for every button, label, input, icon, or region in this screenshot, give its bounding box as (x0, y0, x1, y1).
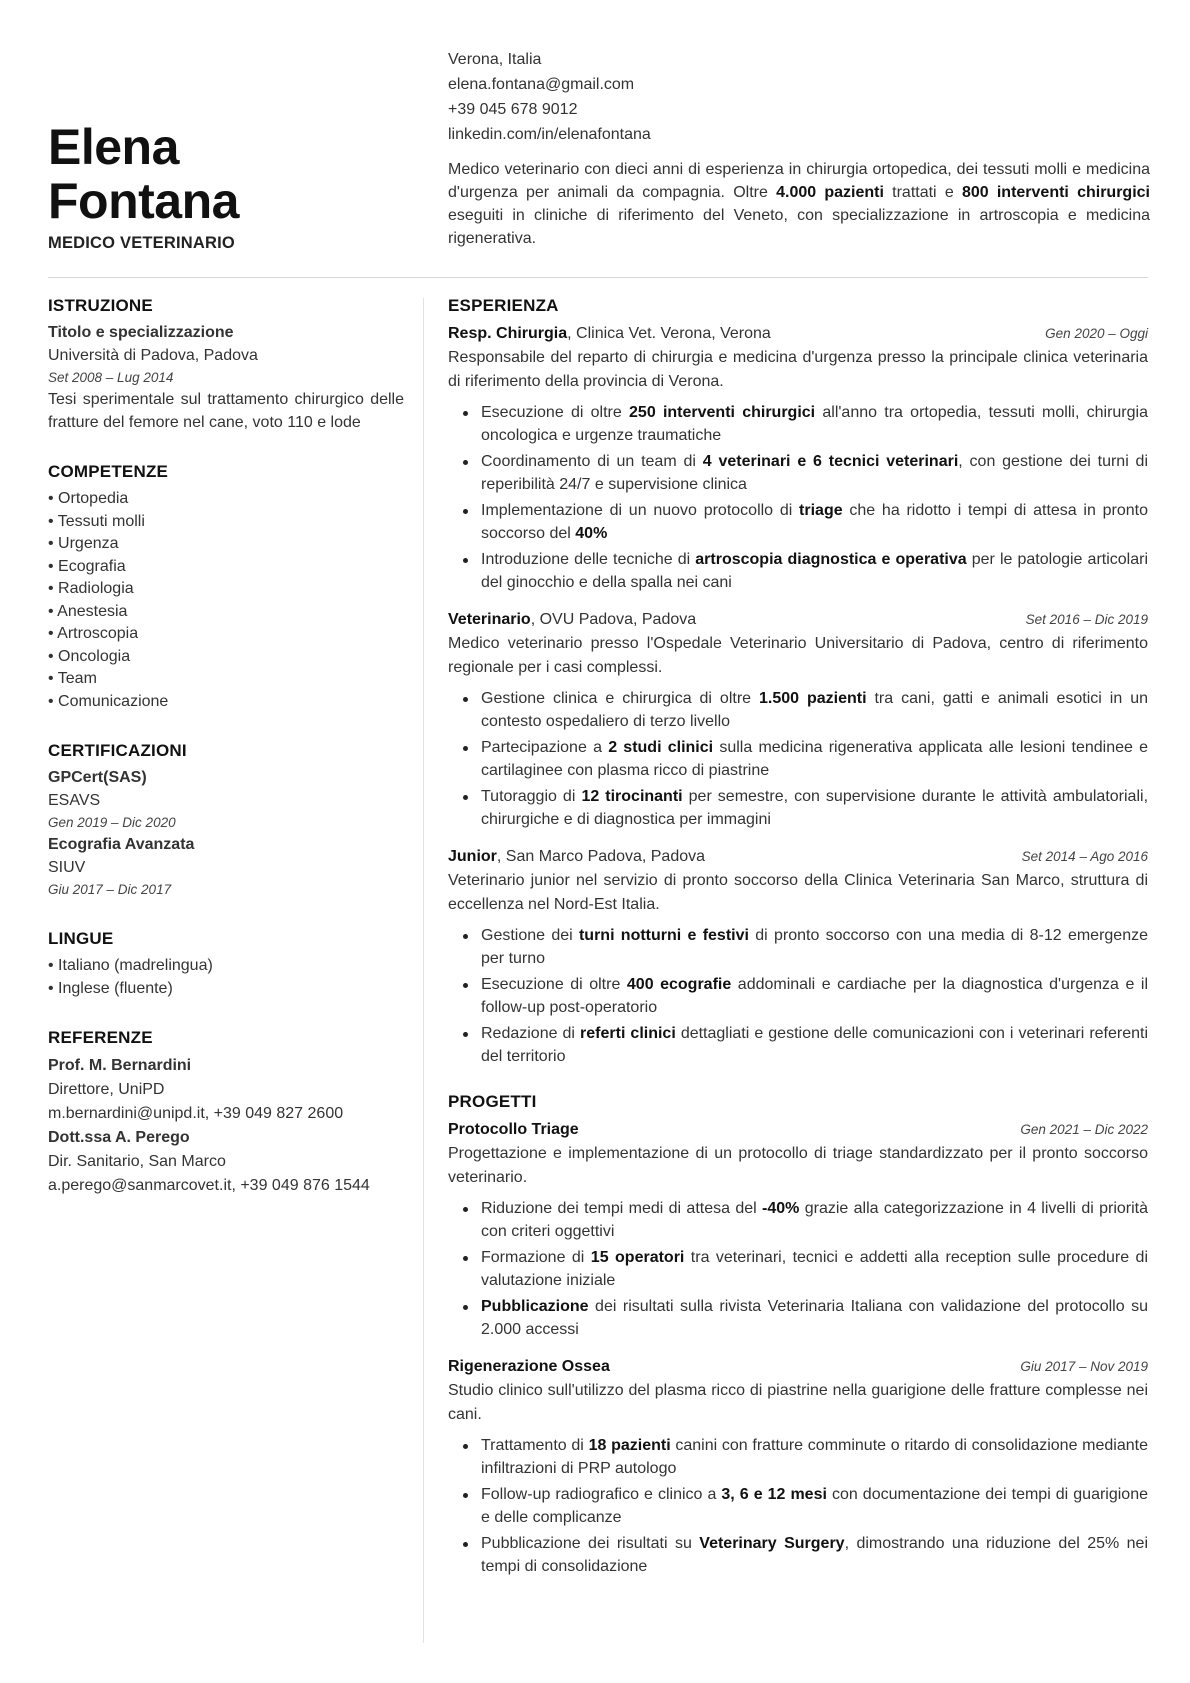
skill-item: • Comunicazione (48, 691, 404, 714)
experience-section (448, 296, 1148, 1068)
bold-text: 2 studi clinici (608, 739, 714, 756)
project-entries (448, 1118, 1148, 1578)
contact-linkedin: linkedin.com/in/elenafontana (448, 126, 651, 143)
certification-item (48, 834, 404, 901)
reference-contact: m.bernardini@unipd.it, +39 049 827 2600 (48, 1105, 344, 1122)
bold-text: 12 tirocinanti (581, 788, 683, 805)
experience-bullet (448, 401, 1148, 447)
bold-text: Pubblicazione (481, 1298, 589, 1315)
reference-role: Direttore, UniPD (48, 1081, 165, 1098)
text-run: Coordinamento di un team di (481, 453, 703, 470)
education-section (48, 296, 404, 434)
certification-dates: Gen 2019 – Dic 2020 (48, 815, 176, 830)
text-run: dettagliati e gestione delle comunicazioni con i veterinari referenti del territorio (481, 1025, 1149, 1065)
languages-heading: LINGUE (48, 929, 114, 948)
experience-entries (448, 322, 1148, 1068)
experience-dates: Set 2014 – Ago 2016 (1021, 849, 1148, 864)
languages-section (48, 929, 404, 1000)
project-bullet (448, 1434, 1148, 1480)
project-header (448, 1355, 1148, 1379)
reference-name: Dott.ssa A. Perego (48, 1129, 190, 1146)
text-run: Riduzione dei tempi medi di attesa del (481, 1200, 763, 1217)
bold-text: 1.500 pazienti (759, 690, 867, 707)
project-title (448, 1355, 610, 1379)
project-bullets (448, 1434, 1148, 1578)
skill-item: • Ecografia (48, 556, 404, 579)
certifications-heading: CERTIFICAZIONI (48, 741, 187, 760)
column-divider (423, 298, 424, 1643)
certification-name: GPCert(SAS) (48, 769, 147, 786)
experience-bullet (448, 924, 1148, 970)
skills-section (48, 462, 404, 713)
bold-text: turni notturni e festivi (578, 927, 749, 944)
text-run: Gestione dei (481, 927, 579, 944)
profile-summary (448, 158, 1150, 250)
project-dates: Giu 2017 – Nov 2019 (1020, 1359, 1148, 1374)
experience-role: Resp. Chirurgia (448, 325, 568, 342)
name-block (48, 120, 438, 253)
skill-item: • Anestesia (48, 601, 404, 624)
experience-title (448, 845, 705, 869)
project-bullet (448, 1532, 1148, 1578)
certification-dates: Giu 2017 – Dic 2017 (48, 882, 172, 897)
text-run: tra veterinari, tecnici e addetti alla reception sulle procedure di valutazione iniziale (481, 1249, 1149, 1289)
text-run: , dimostrando una riduzione del 25% nei tempi di consolidazione (481, 1535, 1149, 1575)
text-run: Medico veterinario con dieci anni di esperienza in chirurgia ortopedica, dei tessuti molli e medicina d'urgenza per animali da compagnia. Oltre (448, 161, 1150, 201)
project-title (448, 1118, 579, 1142)
experience-title (448, 608, 696, 632)
experience-bullet (448, 450, 1148, 496)
text-run: addominali e cardiache per la diagnostica d'urgenza e il follow-up post-operatorio (481, 976, 1149, 1016)
reference-contact: a.perego@sanmarcovet.it, +39 049 876 1544 (48, 1177, 370, 1194)
project-role: Rigenerazione Ossea (448, 1358, 610, 1375)
project-description: Progettazione e implementazione di un protocollo di triage standardizzato per il pronto soccorso veterinario. (448, 1145, 1148, 1186)
experience-entry (448, 845, 1148, 1068)
skills-list (48, 488, 404, 713)
experience-dates: Set 2016 – Dic 2019 (1025, 612, 1148, 627)
text-run: per semestre, con supervisione durante le attività ambulatoriali, chirurgiche e di diagnostica per immagini (481, 788, 1149, 828)
language-item: • Italiano (madrelingua) (48, 955, 404, 978)
text-run: Trattamento di (481, 1437, 589, 1454)
text-run: dei risultati sulla rivista Veterinaria Italiana con validazione del protocollo su 2.000 accessi (481, 1298, 1148, 1338)
contact-location: Verona, Italia (448, 51, 542, 68)
experience-role: Junior (448, 848, 497, 865)
bold-text: 800 interventi chirurgici (961, 184, 1150, 201)
first-name: Elena (48, 119, 179, 175)
bold-text: 4.000 pazienti (776, 184, 884, 201)
text-run: Esecuzione di oltre (481, 976, 627, 993)
experience-description: Veterinario junior nel servizio di pronto soccorso della Clinica Veterinaria San Marco, struttura di eccellenza nel Nord-Est Italia. (448, 872, 1148, 913)
left-column (48, 296, 404, 1226)
text-run: grazie alla categorizzazione in 4 livelli di priorità con criteri oggettivi (481, 1200, 1149, 1240)
project-entry (448, 1118, 1148, 1341)
text-run: trattati e (883, 184, 962, 201)
skill-item: • Oncologia (48, 646, 404, 669)
reference-item (48, 1054, 404, 1126)
experience-organization: , OVU Padova, Padova (530, 611, 697, 628)
experience-bullet (448, 736, 1148, 782)
bold-text: 3, 6 e 12 mesi (721, 1486, 827, 1503)
right-column (448, 296, 1148, 1602)
contact-email: elena.fontana@gmail.com (448, 76, 635, 93)
bold-text: 250 interventi chirurgici (629, 404, 816, 421)
bold-text: 400 ecografie (626, 976, 732, 993)
project-header (448, 1118, 1148, 1142)
text-run: Introduzione delle tecniche di (481, 551, 696, 568)
certification-item (48, 767, 404, 834)
certification-issuer: ESAVS (48, 791, 101, 809)
text-run: canini con fratture comminute o ritardo di consolidazione mediante infiltrazioni di PRP autologo (481, 1437, 1148, 1477)
reference-name: Prof. M. Bernardini (48, 1057, 192, 1074)
experience-header (448, 608, 1148, 632)
bold-text: triage (799, 502, 843, 519)
education-thesis: Tesi sperimentale sul trattamento chirurgico delle fratture del femore nel cane, voto 110 e lode (48, 391, 404, 431)
last-name: Fontana (48, 173, 239, 229)
text-run: Implementazione di un nuovo protocollo di (481, 502, 800, 519)
skill-item: • Urgenza (48, 533, 404, 556)
references-section (48, 1028, 404, 1198)
experience-title (448, 322, 771, 346)
text-run: per le patologie articolari del ginocchio e della spalla nei cani (481, 551, 1149, 591)
text-run: Formazione di (481, 1249, 591, 1266)
skill-item: • Radiologia (48, 578, 404, 601)
education-school: Università di Padova, Padova (48, 346, 258, 364)
text-run: Pubblicazione dei risultati su (481, 1535, 700, 1552)
skill-item: • Ortopedia (48, 488, 404, 511)
language-item: • Inglese (fluente) (48, 978, 404, 1001)
experience-entry (448, 608, 1148, 831)
experience-bullets (448, 924, 1148, 1068)
bold-text: 15 operatori (590, 1249, 685, 1266)
project-bullets (448, 1197, 1148, 1341)
languages-list (48, 955, 404, 1000)
resume-header (48, 0, 1148, 278)
experience-organization: , San Marco Padova, Padova (496, 848, 706, 865)
experience-description: Medico veterinario presso l'Ospedale Veterinario Universitario di Padova, centro di riferimento regionale per i casi complessi. (448, 635, 1148, 676)
experience-header (448, 322, 1148, 346)
experience-heading: ESPERIENZA (448, 296, 559, 315)
text-run: Gestione clinica e chirurgica di oltre (481, 690, 759, 707)
text-run: , con gestione dei turni di reperibilità 24/7 e supervisione clinica (481, 453, 1149, 493)
text-run: Tutoraggio di (481, 788, 582, 805)
bold-text: Veterinary Surgery (699, 1535, 845, 1552)
text-run: con documentazione dei tempi di guarigione e delle complicanze (481, 1486, 1149, 1526)
experience-description: Responsabile del reparto di chirurgia e medicina d'urgenza presso la principale clinica veterinaria di riferimento della provincia di Verona. (448, 349, 1148, 390)
text-run: che ha ridotto i tempi di attesa in pronto soccorso del (481, 502, 1149, 542)
text-run: eseguiti in cliniche di riferimento del Veneto, con specializzazione in artroscopia e medicina rigenerativa. (448, 207, 1150, 247)
education-heading: ISTRUZIONE (48, 296, 153, 315)
project-bullet (448, 1197, 1148, 1243)
skill-item: • Artroscopia (48, 623, 404, 646)
certification-name: Ecografia Avanzata (48, 836, 195, 853)
header-divider (48, 277, 1148, 278)
experience-organization: , Clinica Vet. Verona, Verona (567, 325, 771, 342)
contact-phone: +39 045 678 9012 (448, 101, 578, 118)
experience-entry (448, 322, 1148, 594)
projects-section (448, 1092, 1148, 1578)
bold-text: referti clinici (580, 1025, 676, 1042)
experience-bullets (448, 687, 1148, 831)
project-description: Studio clinico sull'utilizzo del plasma ricco di piastrine nella guarigione delle fratture complesse nei cani. (448, 1382, 1148, 1423)
text-run: Partecipazione a (481, 739, 609, 756)
education-degree: Titolo e specializzazione (48, 324, 234, 341)
job-title: MEDICO VETERINARIO (48, 234, 235, 252)
experience-bullet (448, 548, 1148, 594)
skills-heading: COMPETENZE (48, 462, 169, 481)
bold-text: 4 veterinari e 6 tecnici veterinari (702, 453, 959, 470)
text-run: sulla medicina rigenerativa applicata alle lesioni tendinee e cartilaginee con plasma ricco di piastrine (481, 739, 1149, 779)
experience-bullet (448, 687, 1148, 733)
reference-role: Dir. Sanitario, San Marco (48, 1153, 226, 1170)
reference-item (48, 1126, 404, 1198)
experience-header (448, 845, 1148, 869)
project-entry (448, 1355, 1148, 1578)
project-bullet (448, 1483, 1148, 1529)
experience-bullet (448, 499, 1148, 545)
text-run: Redazione di (481, 1025, 581, 1042)
experience-bullet (448, 785, 1148, 831)
education-dates: Set 2008 – Lug 2014 (48, 370, 174, 385)
project-dates: Gen 2021 – Dic 2022 (1020, 1122, 1148, 1137)
references-heading: REFERENZE (48, 1028, 153, 1047)
project-bullet (448, 1295, 1148, 1341)
experience-bullet (448, 1022, 1148, 1068)
bold-text: 40% (575, 525, 608, 542)
text-run: Esecuzione di oltre (481, 404, 630, 421)
project-bullet (448, 1246, 1148, 1292)
skill-item: • Tessuti molli (48, 511, 404, 534)
project-role: Protocollo Triage (448, 1121, 579, 1138)
experience-bullet (448, 973, 1148, 1019)
text-run: tra cani, gatti e animali esotici in un contesto ospedaliero di terzo livello (481, 690, 1148, 730)
experience-dates: Gen 2020 – Oggi (1045, 326, 1148, 341)
text-run: Follow-up radiografico e clinico a (481, 1486, 722, 1503)
certification-issuer: SIUV (48, 858, 86, 876)
bold-text: 18 pazienti (588, 1437, 671, 1454)
text-run: all'anno tra ortopedia, tessuti molli, chirurgia oncologica e urgenze traumatiche (481, 404, 1148, 444)
experience-bullets (448, 401, 1148, 594)
contact-info (448, 47, 651, 147)
projects-heading: PROGETTI (448, 1092, 537, 1111)
certifications-section (48, 741, 404, 901)
bold-text: -40% (762, 1200, 800, 1217)
bold-text: artroscopia diagnostica e operativa (695, 551, 967, 568)
skill-item: • Team (48, 668, 404, 691)
experience-role: Veterinario (448, 611, 531, 628)
text-run: di pronto soccorso con una media di 8-12 emergenze per turno (481, 927, 1148, 967)
